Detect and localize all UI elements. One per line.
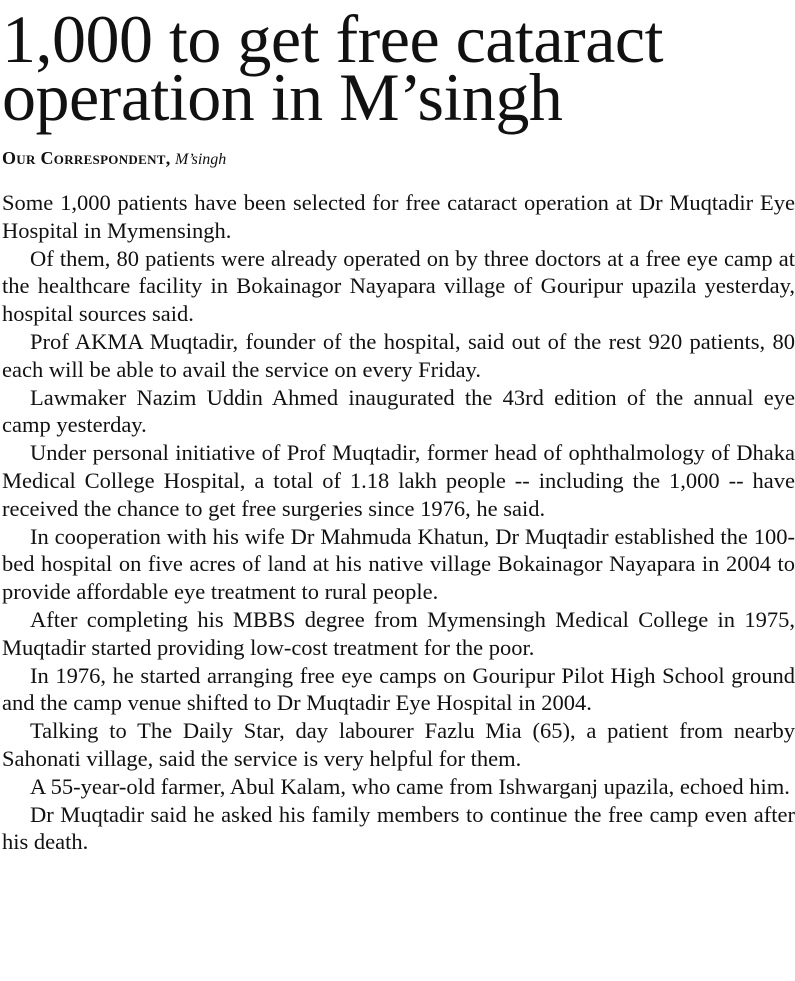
byline — [2, 147, 795, 171]
paragraph: After completing his MBBS degree from Mymensingh Medical College in 1975, Muqtadir started providing low-cost treatment for the poor. — [2, 606, 795, 660]
paragraph: Prof AKMA Muqtadir, founder of the hospital, said out of the rest 920 patients, 80 each will be able to avail the service on every Friday. — [2, 328, 795, 382]
headline-line-1: 1,000 to get free cataract — [2, 1, 663, 77]
paragraph: Of them, 80 patients were already operated on by three doctors at a free eye camp at the healthcare facility in Bokainagor Nayapara village of Gouripur upazila yesterday, hospital sources said. — [2, 245, 795, 327]
paragraph: Talking to The Daily Star, day labourer Fazlu Mia (65), a patient from nearby Sahonati village, said the service is very helpful for them. — [2, 718, 795, 771]
headline-line-2: operation in M’singh — [2, 59, 563, 135]
article-body — [2, 189, 795, 856]
byline-place: M’singh — [175, 151, 227, 168]
paragraph: Under personal initiative of Prof Muqtadir, former head of ophthalmology of Dhaka Medical College Hospital, a total of 1.18 lakh people -- including the 1,000 -- have received the chance to get free surgeries since 1976, he said. — [2, 440, 795, 521]
paragraph: Some 1,000 patients have been selected for free cataract operation at Dr Muqtadir Eye Hospital in Mymensingh. — [2, 190, 795, 243]
paragraph: Dr Muqtadir said he asked his family members to continue the free camp even after his death. — [2, 801, 795, 855]
paragraph: A 55-year-old farmer, Abul Kalam, who came from Ishwarganj upazila, echoed him. — [30, 773, 790, 799]
headline — [2, 0, 795, 135]
byline-author: Our Correspondent, — [2, 148, 171, 168]
paragraph: In cooperation with his wife Dr Mahmuda Khatun, Dr Muqtadir established the 100-bed hospital on five acres of land at his native village Bokainagor Nayapara in 2004 to provide affordable eye treatment to rural people. — [2, 523, 795, 605]
paragraph: In 1976, he started arranging free eye camps on Gouripur Pilot High School ground and the camp venue shifted to Dr Muqtadir Eye Hospital in 2004. — [2, 662, 795, 716]
paragraph: Lawmaker Nazim Uddin Ahmed inaugurated the 43rd edition of the annual eye camp yesterday. — [2, 384, 795, 438]
